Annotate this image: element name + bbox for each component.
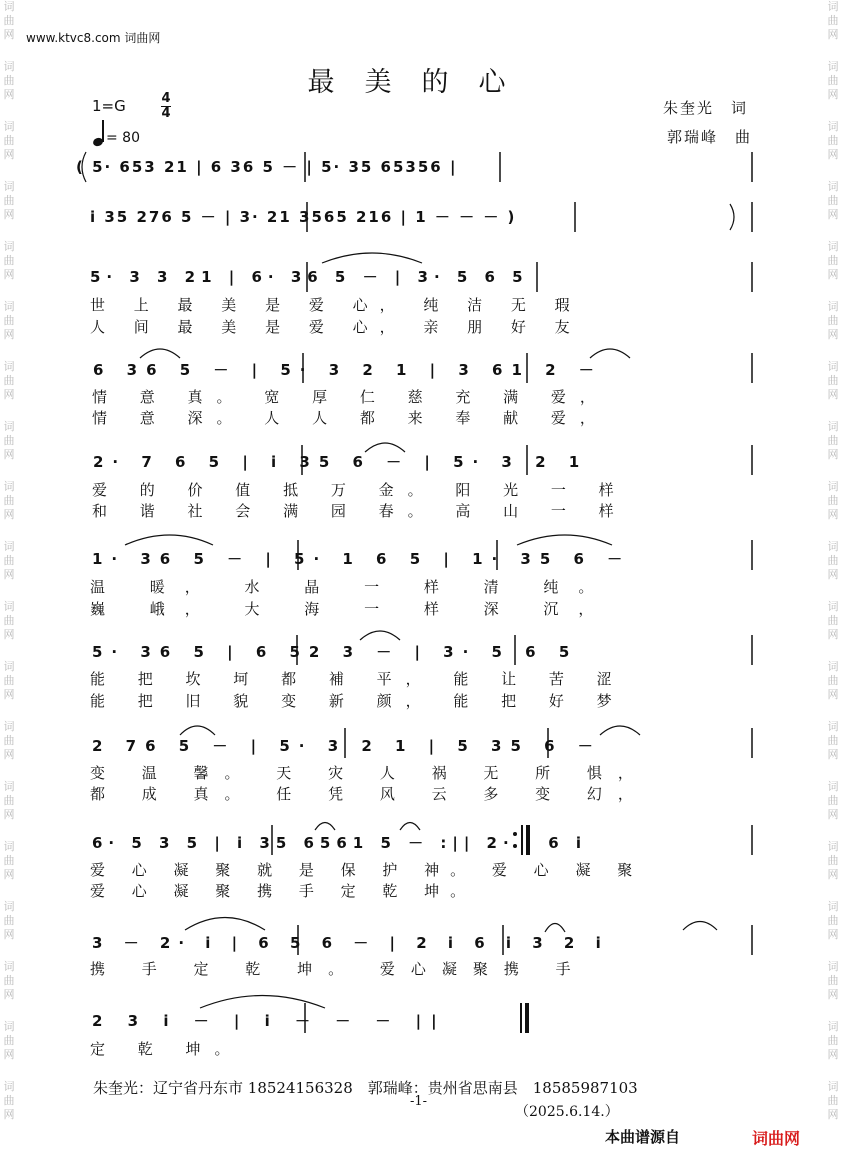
watermark-glyph: 网 bbox=[3, 1048, 15, 1061]
watermark-glyph: 网 bbox=[3, 448, 15, 461]
system-4-lyrics-verse2: 情 意 深。 人 人 都 来 奉 献 爱， bbox=[92, 409, 609, 427]
watermark-glyph: 词 bbox=[3, 900, 15, 913]
watermark-glyph: 网 bbox=[3, 148, 15, 161]
watermark-glyph: 曲 bbox=[3, 74, 15, 87]
watermark-glyph: 曲 bbox=[3, 374, 15, 387]
page-number: -1- bbox=[410, 1094, 428, 1109]
system-6-lyrics-verse2: 巍 峨， 大 海 一 样 深 沉， bbox=[90, 600, 614, 618]
watermark-glyph: 词 bbox=[3, 240, 15, 253]
system-9-lyrics-verse2: 爱 心 凝 聚 携 手 定 乾 坤。 bbox=[90, 882, 477, 900]
watermark-glyph: 曲 bbox=[3, 914, 15, 927]
watermark-glyph: 曲 bbox=[827, 854, 839, 867]
watermark-glyph: 曲 bbox=[827, 374, 839, 387]
system-7-notes: 5· 36 5 | 6 52 3 － | 3· 5 6 5 bbox=[92, 643, 579, 661]
watermark-glyph: 词 bbox=[827, 840, 839, 853]
watermark-glyph: 网 bbox=[3, 688, 15, 701]
watermark-glyph: 网 bbox=[3, 328, 15, 341]
system-10-notes: 3 － 2· i | 6 5 6 － | 2 i 6 i 3 2 i bbox=[92, 934, 609, 952]
watermark-glyph: 词 bbox=[827, 1080, 839, 1093]
watermark-glyph: 网 bbox=[827, 1048, 839, 1061]
system-8-lyrics-verse1: 变 温 馨。 天 灾 人 祸 无 所 惧， bbox=[90, 764, 649, 782]
watermark-glyph: 网 bbox=[3, 568, 15, 581]
watermark-glyph: 曲 bbox=[827, 434, 839, 447]
watermark-glyph: 词 bbox=[827, 300, 839, 313]
contact-info: 朱奎光：辽宁省丹东市 18524156328 郭瑞峰：贵州省思南县 18585987103 bbox=[93, 1079, 638, 1097]
watermark-glyph: 网 bbox=[827, 388, 839, 401]
watermark-glyph: 曲 bbox=[827, 314, 839, 327]
watermark-glyph: 词 bbox=[3, 420, 15, 433]
lyricist-credit: 朱奎光 词 bbox=[663, 99, 749, 117]
system-3-lyrics-verse2: 人 间 最 美 是 爱 心， 亲 朋 好 友 bbox=[90, 318, 582, 336]
watermark-glyph: 网 bbox=[3, 748, 15, 761]
watermark-glyph: 网 bbox=[827, 148, 839, 161]
system-2-notes: i 35 276 5 － | 3· 21 3565 216 | 1 － － － ) bbox=[90, 208, 517, 226]
system-1-notes: ( 5· 653 21 | 6 36 5 － | 5· 35 65356 | bbox=[76, 158, 458, 176]
watermark-glyph: 词 bbox=[827, 900, 839, 913]
watermark-glyph: 网 bbox=[3, 268, 15, 281]
watermark-glyph: 词 bbox=[827, 240, 839, 253]
watermark-glyph: 网 bbox=[3, 508, 15, 521]
system-4-notes: 6 36 5 － | 5· 3 2 1 | 3 61 2 － bbox=[93, 361, 603, 379]
watermark-glyph: 网 bbox=[827, 28, 839, 41]
system-7-lyrics-verse2: 能 把 旧 貌 变 新 颜， 能 把 好 梦 bbox=[90, 692, 626, 710]
watermark-glyph: 网 bbox=[827, 568, 839, 581]
watermark-glyph: 网 bbox=[827, 208, 839, 221]
watermark-glyph: 词 bbox=[827, 0, 839, 13]
watermark-glyph: 词 bbox=[3, 1080, 15, 1093]
composer-credit: 郭瑞峰 曲 bbox=[667, 128, 753, 146]
system-11-notes: 2 3 i － | i － － － || bbox=[92, 1012, 447, 1030]
system-3-notes: 5· 3 3 21 | 6· 36 5 － | 3· 5 6 5 bbox=[90, 268, 529, 286]
watermark-glyph: 词 bbox=[3, 180, 15, 193]
watermark-glyph: 词 bbox=[3, 0, 15, 13]
tempo-marking: = 80 bbox=[106, 130, 140, 146]
watermark-glyph: 网 bbox=[3, 28, 15, 41]
watermark-glyph: 词 bbox=[827, 420, 839, 433]
watermark-glyph: 曲 bbox=[3, 734, 15, 747]
watermark-glyph: 曲 bbox=[3, 254, 15, 267]
watermark-glyph: 网 bbox=[3, 868, 15, 881]
watermark-glyph: 网 bbox=[827, 1108, 839, 1121]
system-6-lyrics-verse1: 温 暖， 水 晶 一 样 清 纯。 bbox=[90, 578, 614, 596]
watermark-glyph: 网 bbox=[3, 988, 15, 1001]
watermark-glyph: 网 bbox=[3, 1108, 15, 1121]
key-signature: 1=G bbox=[92, 97, 126, 115]
watermark-glyph: 网 bbox=[827, 808, 839, 821]
watermark-glyph: 曲 bbox=[827, 1034, 839, 1047]
watermark-glyph: 词 bbox=[3, 720, 15, 733]
watermark-glyph: 网 bbox=[827, 868, 839, 881]
site-url: www.ktvc8.com 词曲网 bbox=[26, 31, 161, 45]
watermark-glyph: 网 bbox=[3, 88, 15, 101]
system-5-notes: 2· 7 6 5 | i 35 6 － | 5· 3 2 1 bbox=[93, 453, 589, 471]
watermark-glyph: 网 bbox=[827, 688, 839, 701]
system-5-lyrics-verse1: 爱 的 价 值 抵 万 金。 阳 光 一 样 bbox=[92, 481, 628, 499]
watermark-glyph: 词 bbox=[827, 180, 839, 193]
song-title: 最美的心 bbox=[307, 67, 536, 98]
watermark-glyph: 曲 bbox=[3, 314, 15, 327]
watermark-glyph: 词 bbox=[3, 960, 15, 973]
watermark-glyph: 曲 bbox=[3, 434, 15, 447]
watermark-glyph: 词 bbox=[827, 720, 839, 733]
watermark-glyph: 曲 bbox=[3, 614, 15, 627]
watermark-glyph: 网 bbox=[827, 508, 839, 521]
watermark-glyph: 曲 bbox=[3, 974, 15, 987]
watermark-glyph: 曲 bbox=[827, 254, 839, 267]
watermark-glyph: 网 bbox=[827, 928, 839, 941]
watermark-glyph: 网 bbox=[827, 328, 839, 341]
watermark-glyph: 曲 bbox=[827, 614, 839, 627]
watermark-glyph: 曲 bbox=[3, 194, 15, 207]
watermark-glyph: 曲 bbox=[3, 14, 15, 27]
source-brand-link[interactable]: 词曲网 bbox=[752, 1129, 801, 1148]
watermark-glyph: 网 bbox=[827, 988, 839, 1001]
watermark-glyph: 词 bbox=[827, 60, 839, 73]
date-stamp: （2025.6.14.） bbox=[515, 1104, 619, 1120]
system-8-lyrics-verse2: 都 成 真。 任 凭 风 云 多 变 幻， bbox=[90, 785, 649, 803]
watermark-glyph: 网 bbox=[827, 748, 839, 761]
watermark-glyph: 词 bbox=[3, 120, 15, 133]
system-4-lyrics-verse1: 情 意 真。 宽 厚 仁 慈 充 满 爱， bbox=[92, 388, 609, 406]
watermark-glyph: 词 bbox=[827, 660, 839, 673]
watermark-glyph: 曲 bbox=[827, 134, 839, 147]
system-11-lyrics-verse1: 定 乾 坤。 bbox=[90, 1040, 244, 1058]
system-10-lyrics-verse1: 携 手 定 乾 坤。 爱心凝聚携 手 bbox=[90, 960, 587, 978]
watermark-glyph: 词 bbox=[827, 360, 839, 373]
system-6-notes: 1· 36 5 － | 5· 1 6 5 | 1· 35 6 － bbox=[92, 550, 632, 568]
watermark-glyph: 词 bbox=[3, 60, 15, 73]
watermark-glyph: 网 bbox=[827, 268, 839, 281]
watermark-glyph: 词 bbox=[3, 300, 15, 313]
system-5-lyrics-verse2: 和 谐 社 会 满 园 春。 高 山 一 样 bbox=[92, 502, 628, 520]
watermark-glyph: 曲 bbox=[827, 974, 839, 987]
watermark-glyph: 曲 bbox=[3, 794, 15, 807]
watermark-glyph: 词 bbox=[827, 780, 839, 793]
watermark-glyph: 网 bbox=[3, 928, 15, 941]
watermark-glyph: 曲 bbox=[3, 854, 15, 867]
watermark-glyph: 曲 bbox=[827, 554, 839, 567]
watermark-glyph: 曲 bbox=[827, 734, 839, 747]
watermark-glyph: 网 bbox=[827, 448, 839, 461]
watermark-glyph: 网 bbox=[3, 808, 15, 821]
watermark-glyph: 网 bbox=[3, 628, 15, 641]
watermark-glyph: 词 bbox=[827, 600, 839, 613]
watermark-glyph: 词 bbox=[827, 540, 839, 553]
watermark-glyph: 词 bbox=[3, 360, 15, 373]
system-3-lyrics-verse1: 世 上 最 美 是 爱 心， 纯 洁 无 瑕 bbox=[90, 296, 582, 314]
watermark-glyph: 词 bbox=[3, 840, 15, 853]
system-9-notes: 6· 5 3 5 | i 35 6561 5 － :|| 2· i 6 i bbox=[92, 834, 588, 852]
watermark-glyph: 曲 bbox=[827, 914, 839, 927]
watermark-glyph: 词 bbox=[3, 660, 15, 673]
watermark-glyph: 词 bbox=[827, 1020, 839, 1033]
watermark-glyph: 曲 bbox=[827, 14, 839, 27]
system-8-notes: 2 76 5 － | 5· 3 2 1 | 5 35 6 － bbox=[92, 737, 602, 755]
watermark-glyph: 曲 bbox=[3, 1034, 15, 1047]
watermark-glyph: 网 bbox=[827, 88, 839, 101]
source-label: 本曲谱源自 bbox=[605, 1128, 681, 1146]
watermark-glyph: 网 bbox=[827, 628, 839, 641]
watermark-glyph: 曲 bbox=[3, 494, 15, 507]
watermark-glyph: 曲 bbox=[3, 674, 15, 687]
watermark-glyph: 网 bbox=[3, 208, 15, 221]
watermark-glyph: 曲 bbox=[827, 194, 839, 207]
watermark-glyph: 词 bbox=[827, 480, 839, 493]
system-9-lyrics-verse1: 爱 心 凝 聚 就 是 保 护 神。 爱 心 凝 聚 bbox=[90, 861, 644, 879]
watermark-glyph: 网 bbox=[3, 388, 15, 401]
watermark-glyph: 词 bbox=[3, 1020, 15, 1033]
watermark-glyph: 曲 bbox=[827, 74, 839, 87]
watermark-glyph: 曲 bbox=[3, 134, 15, 147]
watermark-glyph: 词 bbox=[3, 600, 15, 613]
time-numerator: 4 bbox=[161, 91, 171, 106]
watermark-glyph: 曲 bbox=[3, 554, 15, 567]
watermark-glyph: 词 bbox=[3, 480, 15, 493]
watermark-glyph: 曲 bbox=[827, 794, 839, 807]
time-denominator: 4 bbox=[161, 106, 171, 121]
watermark-glyph: 曲 bbox=[3, 1094, 15, 1107]
watermark-glyph: 词 bbox=[827, 120, 839, 133]
watermark-glyph: 曲 bbox=[827, 494, 839, 507]
watermark-glyph: 曲 bbox=[827, 1094, 839, 1107]
system-7-lyrics-verse1: 能 把 坎 坷 都 補 平， 能 让 苦 涩 bbox=[90, 670, 626, 688]
watermark-glyph: 词 bbox=[3, 540, 15, 553]
watermark-glyph: 词 bbox=[3, 780, 15, 793]
watermark-glyph: 曲 bbox=[827, 674, 839, 687]
watermark-glyph: 词 bbox=[827, 960, 839, 973]
